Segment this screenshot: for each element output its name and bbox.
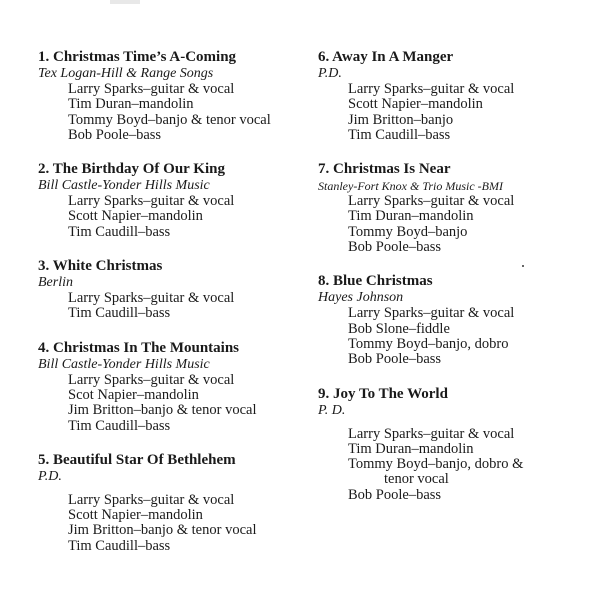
track-title: 6. Away In A Manger bbox=[318, 49, 454, 65]
track-credits bbox=[318, 419, 588, 503]
credit-line: Tim Duran–mandolin bbox=[348, 440, 474, 457]
credit-line: Tim Duran–mandolin bbox=[348, 208, 474, 225]
credit-line: Bob Slone–fiddle bbox=[348, 320, 450, 337]
credit-line: Jim Britton–banjo & tenor vocal bbox=[68, 522, 257, 539]
credit-line: Larry Sparks–guitar & vocal bbox=[68, 491, 235, 508]
track-publisher: P.D. bbox=[38, 468, 62, 484]
track-1 bbox=[38, 49, 308, 143]
credit-line: Tommy Boyd–banjo, dobro & bbox=[348, 456, 524, 473]
credit-line: Larry Sparks–guitar & vocal bbox=[348, 305, 515, 322]
track-3 bbox=[38, 258, 308, 322]
credit-line: Scott Napier–mandolin bbox=[68, 507, 203, 524]
track-publisher: Berlin bbox=[38, 275, 73, 291]
track-credits bbox=[318, 82, 588, 143]
left-column bbox=[38, 49, 308, 554]
track-publisher: P.D. bbox=[318, 66, 342, 81]
credit-line: Tommy Boyd–banjo & tenor vocal bbox=[68, 111, 271, 128]
scan-speck bbox=[522, 265, 524, 267]
track-9 bbox=[318, 386, 588, 503]
track-title: 1. Christmas Time’s A-Coming bbox=[38, 49, 237, 65]
track-publisher: Stanley-Fort Knox & Trio Music -BMI bbox=[318, 179, 503, 194]
track-publisher: Bill Castle-Yonder Hills Music bbox=[38, 178, 210, 194]
track-8 bbox=[318, 273, 588, 367]
credit-line: Bob Poole–bass bbox=[348, 351, 442, 368]
right-column bbox=[318, 49, 588, 503]
credit-line: Tim Caudill–bass bbox=[68, 537, 171, 554]
credit-line: Larry Sparks–guitar & vocal bbox=[68, 290, 235, 307]
track-4 bbox=[38, 340, 308, 434]
credit-line: Tim Caudill–bass bbox=[68, 223, 171, 240]
track-publisher: Bill Castle-Yonder Hills Music bbox=[38, 356, 210, 372]
credit-line: Larry Sparks–guitar & vocal bbox=[68, 371, 235, 388]
credit-line: Tim Caudill–bass bbox=[68, 417, 171, 434]
track-title: 2. The Birthday Of Our King bbox=[38, 161, 225, 178]
track-credits bbox=[38, 82, 308, 143]
credit-line: Larry Sparks–guitar & vocal bbox=[348, 425, 515, 442]
track-7 bbox=[318, 161, 588, 255]
credit-line: Larry Sparks–guitar & vocal bbox=[348, 193, 515, 210]
credit-line: Jim Britton–banjo & tenor vocal bbox=[68, 402, 257, 419]
track-title: 3. White Christmas bbox=[38, 258, 163, 275]
track-credits bbox=[38, 485, 308, 554]
track-6 bbox=[318, 49, 588, 143]
track-credits bbox=[38, 194, 308, 240]
track-publisher: Tex Logan-Hill & Range Songs bbox=[38, 66, 214, 81]
credit-line: Bob Poole–bass bbox=[348, 239, 442, 256]
credit-line: Jim Britton–banjo bbox=[348, 111, 454, 128]
track-publisher: Hayes Johnson bbox=[318, 290, 404, 306]
credit-line: Larry Sparks–guitar & vocal bbox=[348, 81, 515, 97]
track-5 bbox=[38, 452, 308, 554]
track-title: 5. Beautiful Star Of Bethlehem bbox=[38, 451, 236, 468]
credit-line: Larry Sparks–guitar & vocal bbox=[68, 81, 235, 97]
track-title: 9. Joy To The World bbox=[318, 385, 448, 402]
track-title: 8. Blue Christmas bbox=[318, 273, 433, 290]
track-credits bbox=[318, 194, 588, 255]
track-credits bbox=[38, 291, 308, 322]
credit-line: Larry Sparks–guitar & vocal bbox=[68, 193, 235, 210]
track-2 bbox=[38, 161, 308, 240]
credit-line: Scot Napier–mandolin bbox=[68, 386, 199, 403]
credit-line: Tim Duran–mandolin bbox=[68, 96, 194, 113]
track-title: 4. Christmas In The Mountains bbox=[38, 339, 240, 356]
credit-line-continued: tenor vocal bbox=[384, 471, 449, 488]
credit-line: Tim Caudill–bass bbox=[68, 305, 171, 322]
credit-line: Bob Poole–bass bbox=[68, 126, 162, 143]
credit-line: Tommy Boyd–banjo, dobro bbox=[348, 335, 509, 352]
track-credits bbox=[38, 373, 308, 434]
scan-mark bbox=[110, 0, 140, 4]
track-credits bbox=[318, 306, 588, 367]
credit-line: Bob Poole–bass bbox=[348, 486, 442, 503]
credit-line: Scott Napier–mandolin bbox=[68, 208, 203, 225]
track-title: 7. Christmas Is Near bbox=[318, 161, 451, 178]
credit-line: Tim Caudill–bass bbox=[348, 126, 451, 143]
track-publisher: P. D. bbox=[318, 402, 346, 418]
credit-line: Tommy Boyd–banjo bbox=[348, 223, 468, 240]
credit-line: Scott Napier–mandolin bbox=[348, 96, 483, 113]
